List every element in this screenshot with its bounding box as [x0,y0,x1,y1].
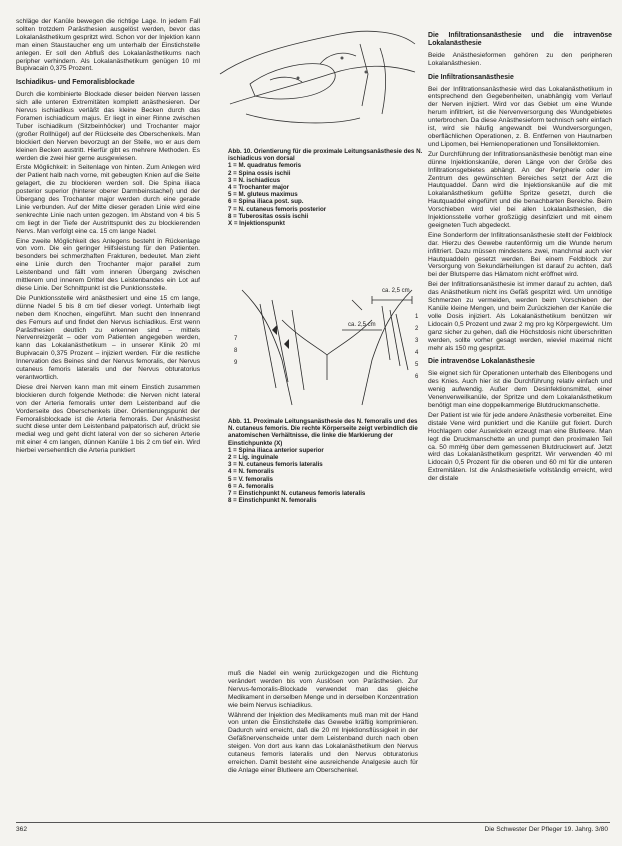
left-column [16,18,200,457]
figure-11-legend-item: 4 = N. femoralis [228,468,274,476]
figure-10-legend-item: 5 = M. gluteus maximus [228,191,298,199]
paragraph: Die Punktionsstelle wird anästhesiert und eine 15 cm lange, dünne Nadel 5 bis 8 cm tief dieser vorlegt. Unterhalb liegt neben dem Knochen, eingeführt. Man sucht den Innenrand des Femurs auf und findet den Nervus ischiadikus. Erst wenn Parästhesien deutlich zu erkennen sind – mittels Nervenreizgerät – oder vom Patienten angegeben werden, kann das Lokalanästhetikum – in unserer Klinik 20 ml Bupivacain 0,375 Prozent – injiziert werden. Für die restliche Innervation des Beines sind der Nervus femoralis, der Nervus cutaneus femoris lateralis und der Nervus obturatorius verantwortlich. [16,294,200,381]
paragraph: Durch die kombinierte Blockade dieser beiden Nerven lassen sich alle unteren Extremitäten komplett anästhesieren. Der Nervus ischiadikus verläßt das kleine Becken durch das Foramen ischiadicum majus. Er liegt in einer Rinne zwischen Tuber ischiadikum (Sitzbeinhöcker) und Trochanter major (großer Rollhügel) auf der Rückseite des Oberschenkels. Man blockiert den Nerven bevorzugt an der Stelle, wo er aus dem kleinen Becken austritt. Hierfür gibt es mehrere Methoden. Es werden die zwei hier gerne ausgewiesen. [16,91,200,162]
paragraph: Erste Möglichkeit: in Seitenlage von hinten. Zum Anlegen wird der Patient halb nach vorne, mit gebeugten Knien auf die Seite gelagert, die zu blockieren werden soll. Die Spina iliaca posterior superior (hinterer oberer Darmbeinstachel) und der Übergang des Trochanter major werden durch eine gerade Linie verbunden. Auf der Mitte dieser geraden Linie wird eine senkrechte Linie nach unten gezogen. Im Abstand von 4 bis 5 cm liegt in der Tiefe der Austrittspunkt des zu blockierenden Nervs. Man verfolgt eine ca. 15 cm lange Nadel. [16,164,200,235]
figure-10-legend-item: 8 = Tuberositas ossis ischii [228,212,309,220]
section-heading: Die Infiltrationsanästhesie und die intravenöse Lokalanästhesie [428,32,612,47]
figure-11-label: 6 [415,374,419,380]
figure-10-legend-item: 7 = N. cutaneus femoris posterior [228,205,327,213]
figure-11-legend-item: 5 = V. femoralis [228,475,274,483]
figure-11-label: 8 [234,348,238,354]
figure-11-legend-item: 1 = Spina iliaca anterior superior [228,446,324,454]
paragraph: Zur Durchführung der Infiltrationsanästhesie benötigt man eine dünne Injektionskanüle, deren Länge von der Größe des Infiltrationsgebietes abhängt. An der Peripherie oder im Zentrum des gewünschten Bereiches setzt der Arzt die Hautquaddel. Dann wird die Injektionskanüle auf die mit Lokalanästhetikum gefüllte Spritze gesetzt, durch die Hautquaddel eingeführt und die benachbarten Bereiche. Beim Vorschieben wird viel bei allen Lokalanästhesien, die Injektionsstelle vorher großzügig desinfiziert und mit einem geeigneten Tuch abgedeckt. [428,150,612,229]
figure-11-caption [228,418,424,504]
middle-column-text [228,670,418,777]
figure-11-label: 2 [415,326,419,332]
figure-11-label: ca. 2,5 cm [348,322,376,328]
page-number: 362 [16,826,28,833]
figure-10-caption-title: Abb. 10. Orientierung für die proximale Leitungsanästhesie des N. ischiadicus von dorsal [228,148,423,163]
figure-11-label: 4 [415,350,419,356]
figure-11-legend-item: 6 = A. femoralis [228,482,274,490]
footer-rule [16,822,610,823]
figure-10-illustration [210,14,422,144]
paragraph: Bei der Infiltrationsanästhesie ist immer darauf zu achten, daß das Anästhetikum nicht ins Gefäß gespritzt wird. Um unnötige Schmerzen zu vermeiden, werden beim Vorschieben der Kanüle kleine Mengen, und beim Zurückziehen der Kanüle die volle Dosis injiziert. Als Lokalanästhetikum benützen wir Lidocain 0,5 Prozent und zwar 2 mg pro kg Körpergewicht. Um ganz sicher zu gehen, daß die Höchstdosis nicht überschritten werden, sollte vorher gesagt werden, wieviel maximal nicht mehr als 150 mg gespritzt. [428,281,612,352]
paragraph: Der Patient ist wie für jede andere Anästhesie vorbereitet. Eine distale Vene wird punktiert und die Kanüle gut fixiert. Durch Hochlagern oder Auswickeln erzeugt man eine Blutleere. Man legt die Druckmanschette an und pumpt den proximalen Teil ca. 50 mmHg über dem gemessenen Blutdruckwert auf. Jetzt wird das Lokalanästhetikum gespritzt. Wir verwenden 40 ml Lidocain 0,5 Prozent für die oberen und 60 ml für die unteren Extremitäten. Ist die Anästhesietiefe vollständig erreicht, wird der distale [428,411,612,483]
figure-11-legend-item: 8 = Einstichpunkt N. femoralis [228,497,317,505]
figure-10-caption [228,148,424,227]
paragraph: Sie eignet sich für Operationen unterhalb des Ellenbogens und des Knies. Auch hier ist die Durchführung relativ einfach und wenig aufwendig. Außer dem Desinfektionsmittel, einer Venenverweilkanüle, der Spritze und dem Lokalanästhetikum benötigt man eine doppelkammerige Blutdruckmanschette. [428,370,612,409]
paragraph: Eine zweite Möglichkeit des Anlegens besteht in Rückenlage von vorn. Die ein geringer Hilfsleistung für den Patienten. besonders bei schmerzhaften Frakturen, bedeutet. Man zieht eine Linie durch den Trochanter major parallel zum Leistenband und fällt vom inneren Übergang zwischen mittlerem und innerem Drittel des Leistenbandes ein Lot auf diese Linie. Der Schnittpunkt ist die Punktionsstelle. [16,237,200,292]
figure-11-illustration [232,270,422,410]
figure-10-legend-item: 2 = Spina ossis ischii [228,169,291,177]
figure-11-caption-title: Abb. 11. Proximale Leitungsanästhesie des N. femoralis und des N. cutaneus femoris. Die rechte Körperseite zeigt verbindlich die anatomischen Verhältnisse, die linke die Markierung der Einstichpunkte (X) [228,418,418,447]
journal-footer: Die Schwester Der Pfleger 19. Jahrg. 3/80 [484,826,608,833]
right-column [428,26,612,485]
paragraph: Beide Anästhesieformen gehören zu den peripheren Lokalanästhesien. [428,51,612,67]
paragraph: muß die Nadel ein wenig zurückgezogen und die Richtung verändert werden bis vom Auslösen von Parästhesien. Zur Nervus-femoralis-Blockade verwendet man das gleiche Medikament in derselben Menge und in derselben Konzentration wie beim Nervus ischiadikus. [228,670,418,709]
figure-11-label: ca. 2,5 cm [382,288,410,294]
paragraph: Bei der Infiltrationsanästhesie wird das Lokalanästhetikum in entsprechend den Gegebenheiten, unabhängig vom Verlauf der Nerven injiziert. Wird vor das Gebiet um eine Wunde herum infiltriert, ist die Nervenversorgung des Wundgebietes unterbrochen. Da diese Anästhesieform technisch sehr einfach ist, wird sie häufig angewandt bei Wundversorgungen, oberflächlichen Operationen, z. B. Entfernen von Hautnarben und Lipomen, bei Hernienoperationen und Tonsillektomien. [428,85,612,148]
figure-10-legend-item: 1 = M. quadratus femoris [228,162,302,170]
figure-11-label: 3 [415,338,419,344]
section-heading: Die Infiltrationsanästhesie [428,73,514,81]
figure-11-legend-item: 7 = Einstichpunkt N. cutaneus femoris lateralis [228,490,366,498]
figure-11-label: 7 [234,336,238,342]
paragraph: Während der Injektion des Medikaments muß man mit der Hand von unten die Einstichstelle das Gewebe kräftig komprimieren. Dadurch wird erreicht, daß die 20 ml Injektionsflüssigkeit in der Gefäßnervenscheide unter dem Leistenband durch nach oben steigen. Von dort aus kann das Lokalanästhetikum den Nervus cutaneus femoris lateralis und den Nervus obturatorius erreichen. Damit besteht eine ausreichende Analgesie auch für die Anlage einer Blutleere am Oberschenkel. [228,711,418,774]
paragraph: Eine Sonderform der Infiltrationsanästhesie stellt der Feldblock dar. Hierzu des Gewebe rautenförmig um die Wunde herum infiltriert. Dazu müssen mindestens zwei, manchmal auch vier Hautquaddeln gesetzt werden. Bei einem Feldblock zur Versorgung von Sekundärheilungen ist darauf zu achten, daß bei der Blutsperre das Hämatom nicht eröffnet wird. [428,231,612,279]
figure-11-legend-item: 2 = Lig. inguinale [228,454,279,462]
figure-11-label: 5 [415,362,419,368]
figure-10-legend-item: 6 = Spina iliaca post. sup. [228,198,304,206]
paragraph: Diese drei Nerven kann man mit einem Einstich zusammen blockieren durch folgende Methode: die Nerven nicht lateral von der Arteria femoralis unter dem Leistenband auf die Vorderseite des Oberschenkels über. Orientierungspunkt der Femoralisblockade ist die Arteria femoralis. Der Anästhesist sucht diese unter dem Leistenband palpatorisch auf, drückt sie medial weg und geht dicht lateral von der so sicheren Arterie mit einer 4 cm langen, dünnen Kanüle 1 bis 2 cm tief ein. Wird hierbei versehentlich die Arteria punktiert [16,383,200,455]
figure-10-legend-item: X = Injektionspunkt [228,220,285,228]
figure-11-label: 1 [415,314,419,320]
figure-10-legend-item: 4 = Trochanter major [228,184,290,192]
paragraph: schläge der Kanüle bewegen die richtige Lage. In jedem Fall sollten trotzdem Parästhesien ausgelöst werden, bevor das Lokalanästhetikum gespritzt wird. Schon vor der Injektion kann man einen Staustaucher eng um unterhalb der Einstichstelle anlegen. Er soll den Abfluß des Lokalanästhetikums nach peripher verhindern. Als Lokalanästhetikum genügen 10 ml Bupivacain 0,375 Prozent. [16,18,200,73]
figure-10-legend-item: 3 = N. ischiadicus [228,176,281,184]
figure-11-legend-item: 3 = N. cutaneus femoris lateralis [228,461,323,469]
section-heading: Ischiadikus- und Femoralisblockade [16,79,135,87]
section-heading: Die intravenöse Lokalanästhesie [428,358,535,366]
figure-11-label: 9 [234,360,238,366]
